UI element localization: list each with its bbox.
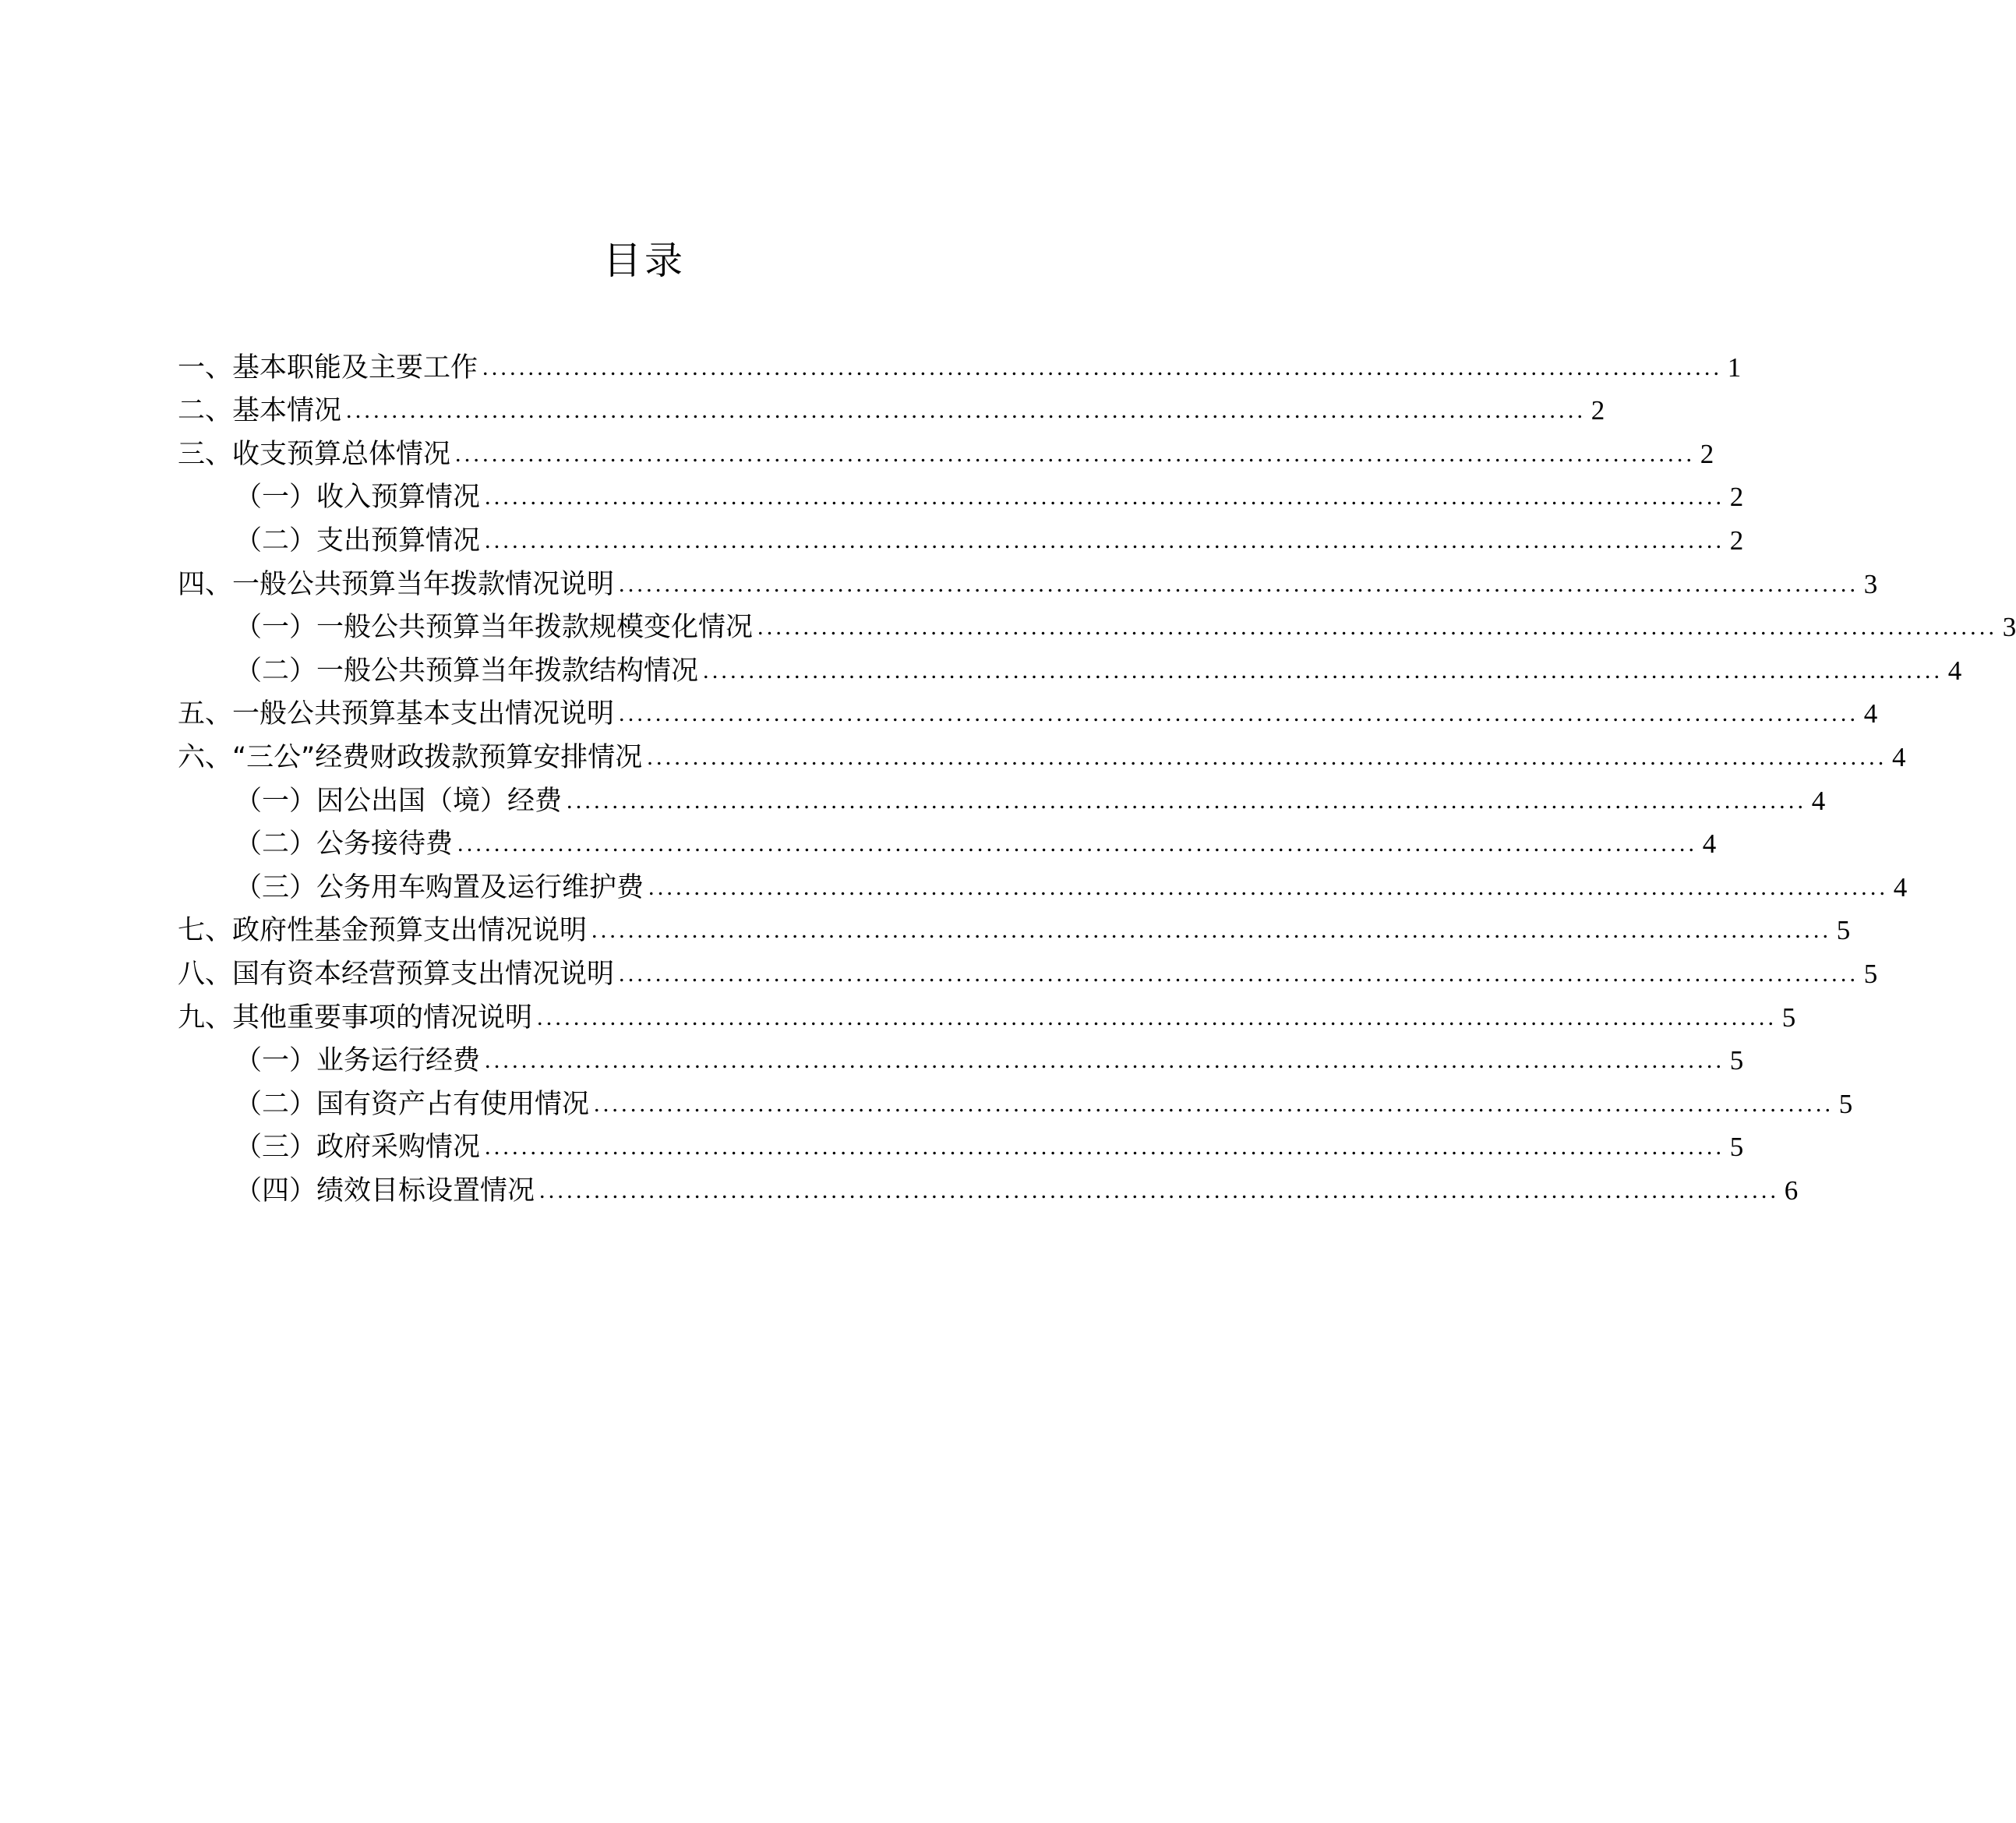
- toc-dot-leader: ........................................................................................................................................: [703, 657, 1944, 684]
- toc-entry[interactable]: [178, 603, 2016, 647]
- toc-entry[interactable]: [178, 1123, 1744, 1167]
- toc-entry-label: 三、收支预算总体情况: [178, 438, 451, 470]
- toc-entry[interactable]: [178, 1037, 1744, 1080]
- toc-dot-leader: ........................................................................................................................................: [757, 614, 1998, 641]
- toc-entry-label: 四、一般公共预算当年拨款情况说明: [178, 568, 615, 600]
- toc-dot-leader: ........................................................................................................................................: [648, 874, 1889, 900]
- toc-entry[interactable]: [178, 690, 1878, 733]
- toc-dot-leader: ........................................................................................................................................: [619, 960, 1859, 987]
- toc-entry[interactable]: [178, 820, 1717, 864]
- toc-dot-leader: ........................................................................................................................................: [591, 917, 1832, 944]
- toc-page-number: 4: [1893, 871, 1908, 903]
- toc-dot-leader: ........................................................................................................................................: [619, 571, 1859, 597]
- toc-dot-leader: ........................................................................................................................................: [647, 744, 1887, 770]
- toc-dot-leader: ........................................................................................................................................: [539, 1177, 1780, 1203]
- toc-page-number: 3: [2002, 612, 2016, 643]
- toc-entry[interactable]: [178, 993, 1796, 1037]
- toc-entry-label: （二）公务接待费: [235, 828, 454, 860]
- toc-entry[interactable]: [178, 1079, 1853, 1123]
- table-of-contents: [178, 343, 2016, 1210]
- toc-dot-leader: ........................................................................................................................................: [455, 440, 1696, 467]
- toc-entry-label: 一、基本职能及主要工作: [178, 352, 478, 383]
- toc-page-number: 4: [1891, 741, 1906, 772]
- toc-entry-label: （一）业务运行经费: [235, 1045, 481, 1077]
- toc-page-number: 4: [1811, 785, 1826, 816]
- toc-entry[interactable]: [178, 387, 1605, 430]
- toc-dot-leader: ........................................................................................................................................: [567, 787, 1807, 814]
- toc-dot-leader: ........................................................................................................................................: [485, 484, 1725, 511]
- toc-entry-label: 六、“三公”经费财政拨款预算安排情况: [178, 741, 643, 773]
- toc-page-number: 5: [1863, 958, 1878, 989]
- toc-page-number: 5: [1729, 1132, 1744, 1163]
- toc-entry-label: （三）政府采购情况: [235, 1132, 481, 1164]
- toc-dot-leader: ........................................................................................................................................: [485, 527, 1725, 553]
- toc-page-number: 6: [1784, 1175, 1799, 1206]
- toc-entry[interactable]: [178, 343, 1742, 387]
- toc-entry[interactable]: [178, 733, 1906, 776]
- toc-page-number: 2: [1729, 525, 1744, 556]
- toc-page-number: 4: [1863, 698, 1878, 730]
- toc-dot-leader: ........................................................................................................................................: [594, 1090, 1834, 1117]
- toc-page-number: 5: [1729, 1045, 1744, 1076]
- toc-entry[interactable]: [178, 516, 1744, 560]
- page-title: 目录: [602, 238, 686, 283]
- toc-entry-label: 九、其他重要事项的情况说明: [178, 1002, 533, 1033]
- toc-entry[interactable]: [178, 429, 1714, 473]
- toc-dot-leader: ........................................................................................................................................: [482, 354, 1723, 380]
- toc-entry-label: （四）绩效目标设置情况: [235, 1175, 535, 1207]
- toc-entry[interactable]: [178, 906, 1851, 950]
- toc-page-number: 2: [1700, 438, 1714, 469]
- toc-entry-label: （三）公务用车购置及运行维护费: [235, 871, 644, 903]
- toc-entry-label: （一）收入预算情况: [235, 482, 481, 514]
- toc-page-number: 2: [1729, 482, 1744, 513]
- toc-page-number: 5: [1838, 1088, 1853, 1119]
- toc-dot-leader: ........................................................................................................................................: [457, 831, 1698, 857]
- toc-entry-label: 八、国有资本经营预算支出情况说明: [178, 958, 615, 990]
- toc-entry[interactable]: [178, 863, 1908, 906]
- toc-dot-leader: ........................................................................................................................................: [619, 701, 1859, 727]
- toc-page-number: 4: [1702, 828, 1717, 860]
- toc-dot-leader: ........................................................................................................................................: [485, 1048, 1725, 1074]
- toc-entry-label: （二）国有资产占有使用情况: [235, 1088, 590, 1120]
- toc-dot-leader: ........................................................................................................................................: [537, 1004, 1778, 1030]
- toc-entry[interactable]: [178, 776, 1826, 820]
- toc-page-number: 1: [1727, 352, 1742, 383]
- toc-entry-label: 七、政府性基金预算支出情况说明: [178, 915, 588, 947]
- toc-dot-leader: ........................................................................................................................................: [485, 1134, 1725, 1161]
- toc-entry-label: 二、基本情况: [178, 395, 342, 427]
- toc-entry[interactable]: [178, 646, 1962, 690]
- toc-dot-leader: ........................................................................................................................................: [346, 397, 1587, 424]
- toc-entry-label: （一）一般公共预算当年拨款规模变化情况: [235, 612, 754, 644]
- toc-entry[interactable]: [178, 949, 1878, 993]
- toc-page-number: 5: [1836, 915, 1851, 946]
- toc-page-number: 4: [1947, 655, 1962, 686]
- toc-entry-label: 五、一般公共预算基本支出情况说明: [178, 698, 615, 730]
- toc-page-number: 5: [1781, 1002, 1796, 1033]
- toc-entry[interactable]: [178, 560, 1878, 603]
- toc-entry-label: （二）一般公共预算当年拨款结构情况: [235, 655, 699, 687]
- toc-page-number: 2: [1591, 395, 1605, 426]
- toc-entry[interactable]: [178, 1166, 1799, 1210]
- toc-page-number: 3: [1863, 568, 1878, 599]
- toc-entry[interactable]: [178, 473, 1744, 517]
- toc-entry-label: （二）支出预算情况: [235, 525, 481, 556]
- toc-entry-label: （一）因公出国（境）经费: [235, 785, 563, 817]
